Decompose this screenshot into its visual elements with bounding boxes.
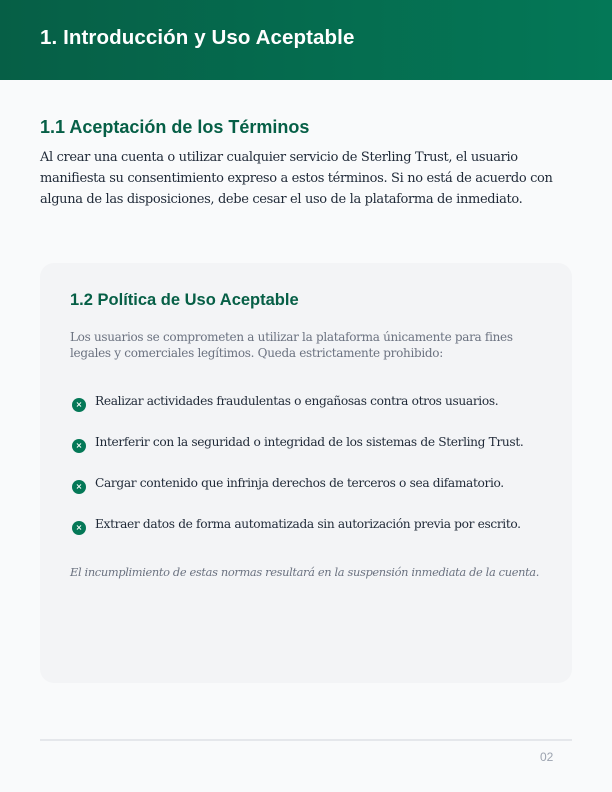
prohibited-list (70, 393, 550, 557)
section-1-1-body: Al crear una cuenta o utilizar cualquier servicio de Sterling Trust, el usuario manifiesta su consentimiento expreso a estos términos. Si no está de acuerdo con alguna de las disposiciones, debe cesar el uso de la plataforma de inmediato. (40, 150, 553, 207)
x-circle-icon: × (72, 480, 86, 494)
x-circle-icon: × (72, 521, 86, 535)
enforcement-note: El incumplimiento de estas normas resultará en la suspensión inmediata de la cuenta. (70, 565, 540, 579)
list-item-text: Extraer datos de forma automatizada sin autorización previa por escrito. (95, 517, 521, 531)
list-item-text: Interferir con la seguridad o integridad de los sistemas de Sterling Trust. (95, 435, 524, 449)
section-1-1-heading: 1.1 Aceptación de los Términos (40, 117, 310, 137)
page-header (0, 0, 612, 80)
page-title: 1. Introducción y Uso Aceptable (40, 26, 355, 49)
list-item-text: Cargar contenido que infrinja derechos de terceros o sea difamatorio. (95, 476, 504, 490)
list-item (70, 434, 550, 475)
footer-divider (40, 739, 572, 741)
section-1-2-intro: Los usuarios se comprometen a utilizar la plataforma únicamente para fines legales y comerciales legítimos. Queda estrictamente prohibido: (70, 330, 513, 360)
list-item (70, 475, 550, 516)
x-circle-icon: × (72, 439, 86, 453)
section-1-2-heading: 1.2 Política de Uso Aceptable (70, 291, 299, 309)
x-circle-icon: × (72, 398, 86, 412)
acceptable-use-card (40, 263, 572, 683)
list-item-text: Realizar actividades fraudulentas o engañosas contra otros usuarios. (95, 394, 499, 408)
list-item (70, 393, 550, 434)
page-number: 02 (540, 750, 554, 764)
list-item (70, 516, 550, 557)
